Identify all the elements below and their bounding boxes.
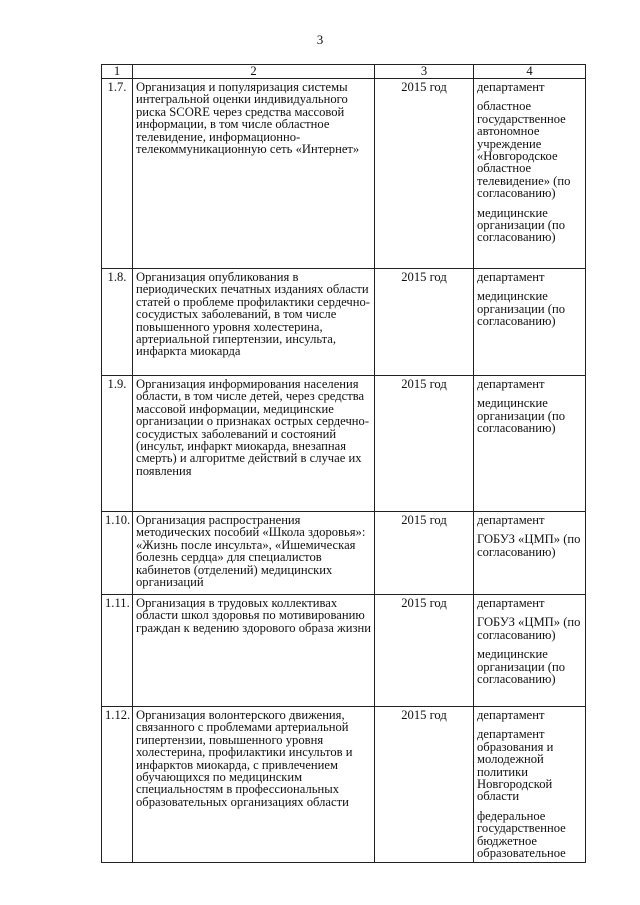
measure-text: Организация распространения методических пособий «Школа здоровья»: «Жизнь после инсульта», «Ишемическая болезнь сердца» для специалистов кабинетов (отделений) медицинских организаций [133, 512, 375, 595]
responsible-item: департамент [477, 596, 545, 610]
responsible-item: медицинские организации (по согласованию) [477, 289, 565, 329]
responsible-item: департамент [477, 513, 545, 527]
row-number: 1.9. [102, 376, 133, 512]
deadline: 2015 год [375, 79, 474, 269]
measures-table [101, 64, 586, 863]
table-row [102, 707, 586, 863]
responsible-cell [474, 269, 586, 376]
page-number: 3 [316, 32, 324, 47]
row-number: 1.10. [102, 512, 133, 595]
responsible-cell [474, 595, 586, 707]
row-number: 1.11. [102, 595, 133, 707]
column-header-responsible: 4 [474, 65, 586, 79]
row-number: 1.7. [102, 79, 133, 269]
responsible-item: департамент [477, 80, 545, 94]
responsible-item: департамент [477, 708, 545, 722]
deadline: 2015 год [375, 376, 474, 512]
column-header-deadline: 3 [375, 65, 474, 79]
table-row [102, 79, 586, 269]
responsible-cell [474, 512, 586, 595]
measure-text: Организация информирования населения области, в том числе детей, через средства массовой информации, медицинские организации о признаках острых сердечно-сосудистых заболеваний и состояний (инсульт, инфаркт миокарда, внезапная смерть) и алгоритме действий в случае их появления [133, 376, 375, 512]
column-header-number: 1 [102, 65, 133, 79]
responsible-item: областное государственное автономное учреждение «Новгородское областное телевидение» (по согласованию) [477, 99, 571, 201]
deadline: 2015 год [375, 707, 474, 863]
table-row [102, 376, 586, 512]
row-number: 1.12. [102, 707, 133, 863]
responsible-item: департамент [477, 270, 545, 284]
table-row [102, 269, 586, 376]
responsible-item: медицинские организации (по согласованию) [477, 396, 565, 436]
responsible-item: департамент образования и молодежной политики Новгородской области [477, 727, 554, 804]
deadline: 2015 год [375, 512, 474, 595]
table-row [102, 595, 586, 707]
responsible-item: федеральное государственное бюджетное образовательное [477, 808, 566, 861]
table-row [102, 512, 586, 595]
measure-text: Организация и популяризация системы интегральной оценки индивидуального риска SCORE через средства массовой информации, в том числе областное телевидение, информационно-телекоммуникационную сеть «Интернет» [133, 79, 375, 269]
responsible-item: медицинские организации (по согласованию) [477, 647, 565, 687]
measure-text: Организация опубликования в периодических печатных изданиях области статей о проблеме профилактики сердечно-сосудистых заболеваний, в том числе повышенного уровня холестерина, артериальной гипертензии, инсульта, инфаркта миокарда [133, 269, 375, 376]
responsible-cell [474, 376, 586, 512]
responsible-item: департамент [477, 377, 545, 391]
responsible-cell [474, 79, 586, 269]
measure-text: Организация в трудовых коллективах области школ здоровья по мотивированию граждан к ведению здорового образа жизни [133, 595, 375, 707]
responsible-item: медицинские организации (по согласованию) [477, 205, 565, 245]
deadline: 2015 год [375, 269, 474, 376]
responsible-item: ГОБУЗ «ЦМП» (по согласованию) [477, 615, 581, 642]
table-header-row [102, 65, 586, 79]
measure-text: Организация волонтерского движения, связанного с проблемами артериальной гипертензии, повышенного уровня холестерина, профилактики инсультов и инфарктов миокарда, с привлечением обучающихся по медицинским специальностям в профессиональных образовательных организациях области [133, 707, 375, 863]
responsible-cell [474, 707, 586, 863]
responsible-item: ГОБУЗ «ЦМП» (по согласованию) [477, 532, 581, 559]
deadline: 2015 год [375, 595, 474, 707]
column-header-measure: 2 [133, 65, 375, 79]
row-number: 1.8. [102, 269, 133, 376]
